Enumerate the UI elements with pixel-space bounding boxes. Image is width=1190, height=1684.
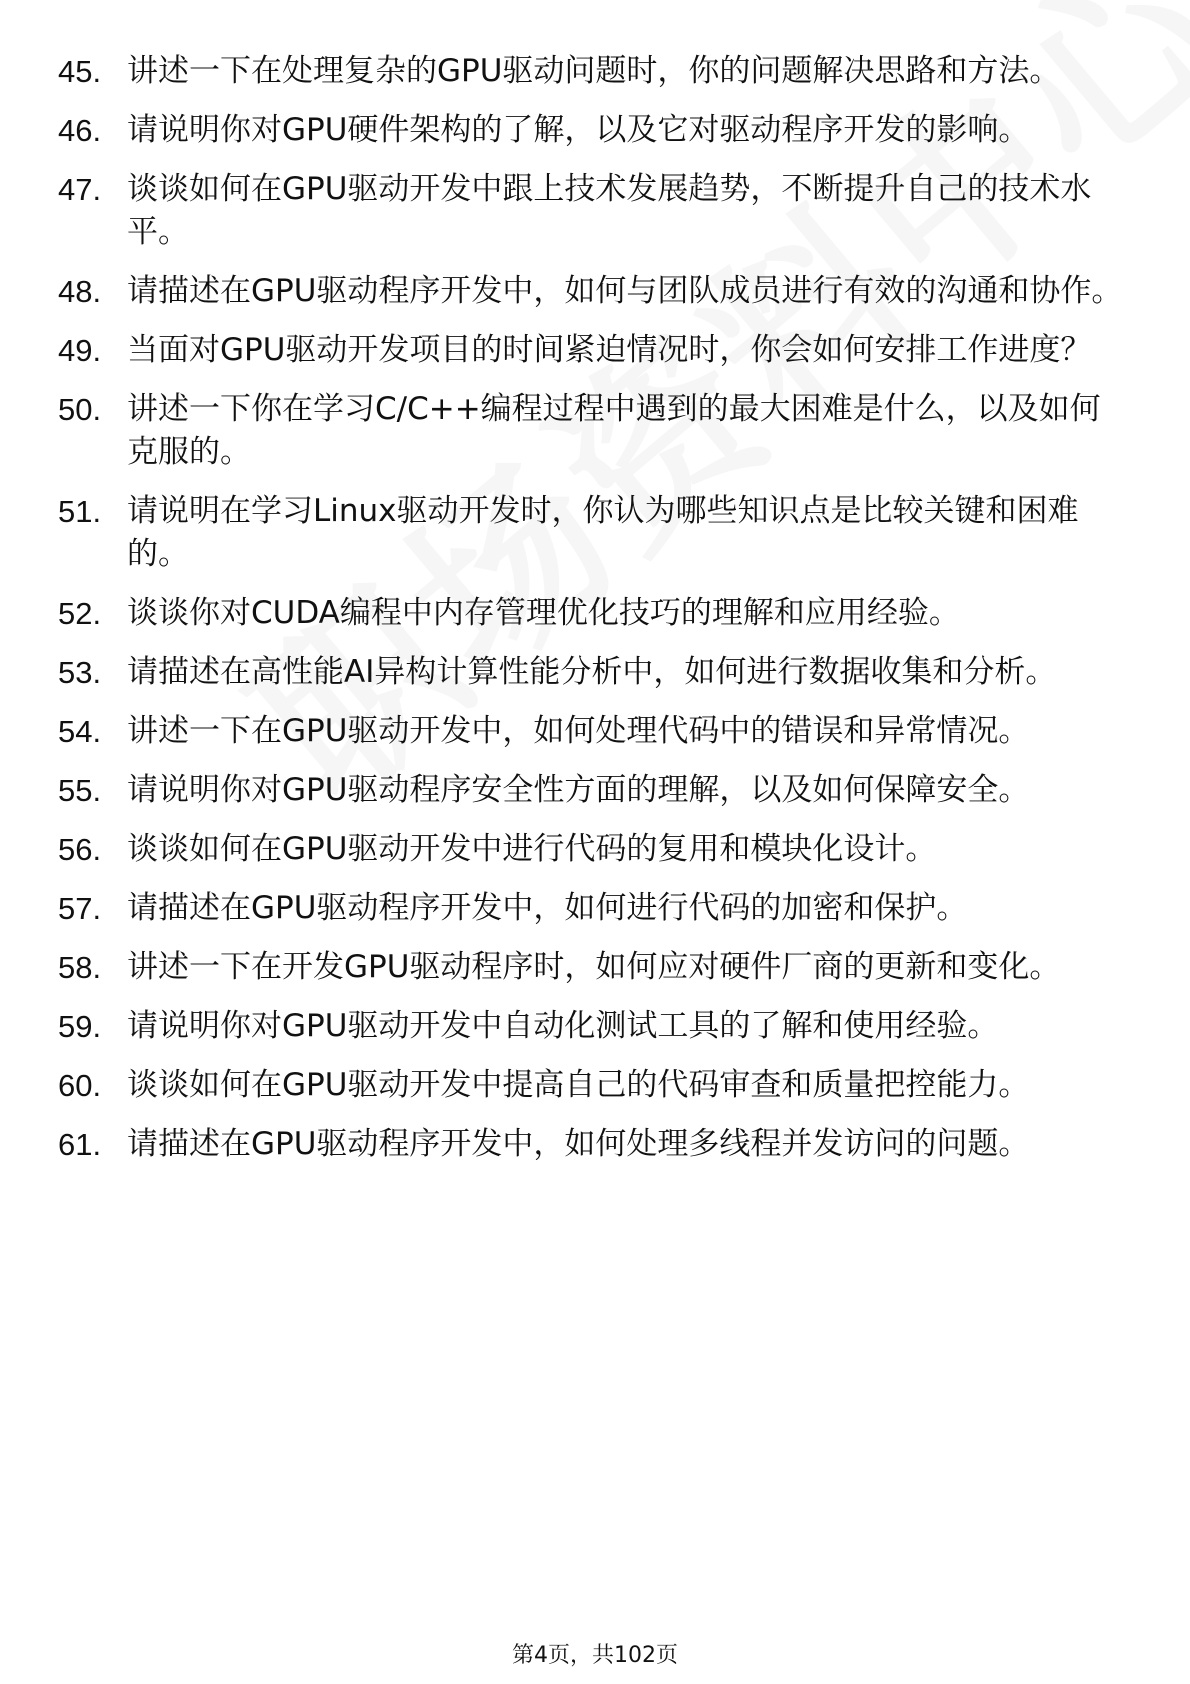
question-text: 请说明你对GPU驱动程序安全性方面的理解，以及如何保障安全。 bbox=[127, 772, 1030, 808]
question-number: 54. bbox=[58, 714, 102, 749]
question-number: 58. bbox=[58, 950, 102, 985]
question-item bbox=[0, 710, 1190, 753]
question-text: 谈谈如何在GPU驱动开发中提高自己的代码审查和质量把控能力。 bbox=[127, 1067, 1030, 1103]
question-number: 56. bbox=[58, 832, 102, 867]
question-text: 谈谈如何在GPU驱动开发中跟上技术发展趋势，不断提升自己的技术水平。 bbox=[127, 171, 1092, 250]
question-text: 请说明你对GPU驱动开发中自动化测试工具的了解和使用经验。 bbox=[127, 1008, 999, 1044]
question-text: 请描述在GPU驱动程序开发中，如何进行代码的加密和保护。 bbox=[127, 890, 968, 926]
question-number: 51. bbox=[58, 494, 102, 529]
question-text: 请描述在高性能AI异构计算性能分析中，如何进行数据收集和分析。 bbox=[127, 654, 1057, 690]
question-text: 当面对GPU驱动开发项目的时间紧迫情况时，你会如何安排工作进度？ bbox=[127, 332, 1092, 368]
question-item bbox=[0, 651, 1190, 694]
question-number: 57. bbox=[58, 891, 102, 926]
question-item bbox=[0, 388, 1190, 474]
question-number: 59. bbox=[58, 1009, 102, 1044]
question-number: 53. bbox=[58, 655, 102, 690]
question-item bbox=[0, 769, 1190, 812]
question-number: 50. bbox=[58, 392, 102, 427]
question-text: 讲述一下在GPU驱动开发中，如何处理代码中的错误和异常情况。 bbox=[127, 713, 1030, 749]
question-text: 请描述在GPU驱动程序开发中，如何处理多线程并发访问的问题。 bbox=[127, 1126, 1030, 1162]
question-item bbox=[0, 946, 1190, 989]
question-text: 讲述一下在处理复杂的GPU驱动问题时，你的问题解决思路和方法。 bbox=[127, 53, 1061, 89]
question-number: 55. bbox=[58, 773, 102, 808]
question-number: 60. bbox=[58, 1068, 102, 1103]
question-number: 49. bbox=[58, 333, 102, 368]
question-text: 请说明在学习Linux驱动开发时，你认为哪些知识点是比较关键和困难的。 bbox=[127, 493, 1079, 572]
question-list bbox=[0, 50, 1190, 1182]
question-text: 讲述一下在开发GPU驱动程序时，如何应对硬件厂商的更新和变化。 bbox=[127, 949, 1061, 985]
question-item bbox=[0, 50, 1190, 93]
question-item bbox=[0, 1123, 1190, 1166]
question-item bbox=[0, 109, 1190, 152]
question-item bbox=[0, 1064, 1190, 1107]
question-item bbox=[0, 592, 1190, 635]
question-number: 48. bbox=[58, 274, 102, 309]
question-item bbox=[0, 887, 1190, 930]
question-text: 请说明你对GPU硬件架构的了解，以及它对驱动程序开发的影响。 bbox=[127, 112, 1030, 148]
question-number: 52. bbox=[58, 596, 102, 631]
question-item bbox=[0, 1005, 1190, 1048]
question-text: 请描述在GPU驱动程序开发中，如何与团队成员进行有效的沟通和协作。 bbox=[127, 273, 1123, 309]
question-item bbox=[0, 828, 1190, 871]
question-number: 61. bbox=[58, 1127, 102, 1162]
question-text: 谈谈如何在GPU驱动开发中进行代码的复用和模块化设计。 bbox=[127, 831, 937, 867]
question-item bbox=[0, 490, 1190, 576]
question-number: 47. bbox=[58, 172, 102, 207]
question-text: 讲述一下你在学习C/C++编程过程中遇到的最大困难是什么，以及如何克服的。 bbox=[127, 391, 1101, 470]
question-number: 46. bbox=[58, 113, 102, 148]
question-number: 45. bbox=[58, 54, 102, 89]
question-item bbox=[0, 329, 1190, 372]
page-footer: 第4页，共102页 bbox=[512, 1643, 678, 1668]
question-item bbox=[0, 168, 1190, 254]
question-text: 谈谈你对CUDA编程中内存管理优化技巧的理解和应用经验。 bbox=[127, 595, 960, 631]
question-item bbox=[0, 270, 1190, 313]
